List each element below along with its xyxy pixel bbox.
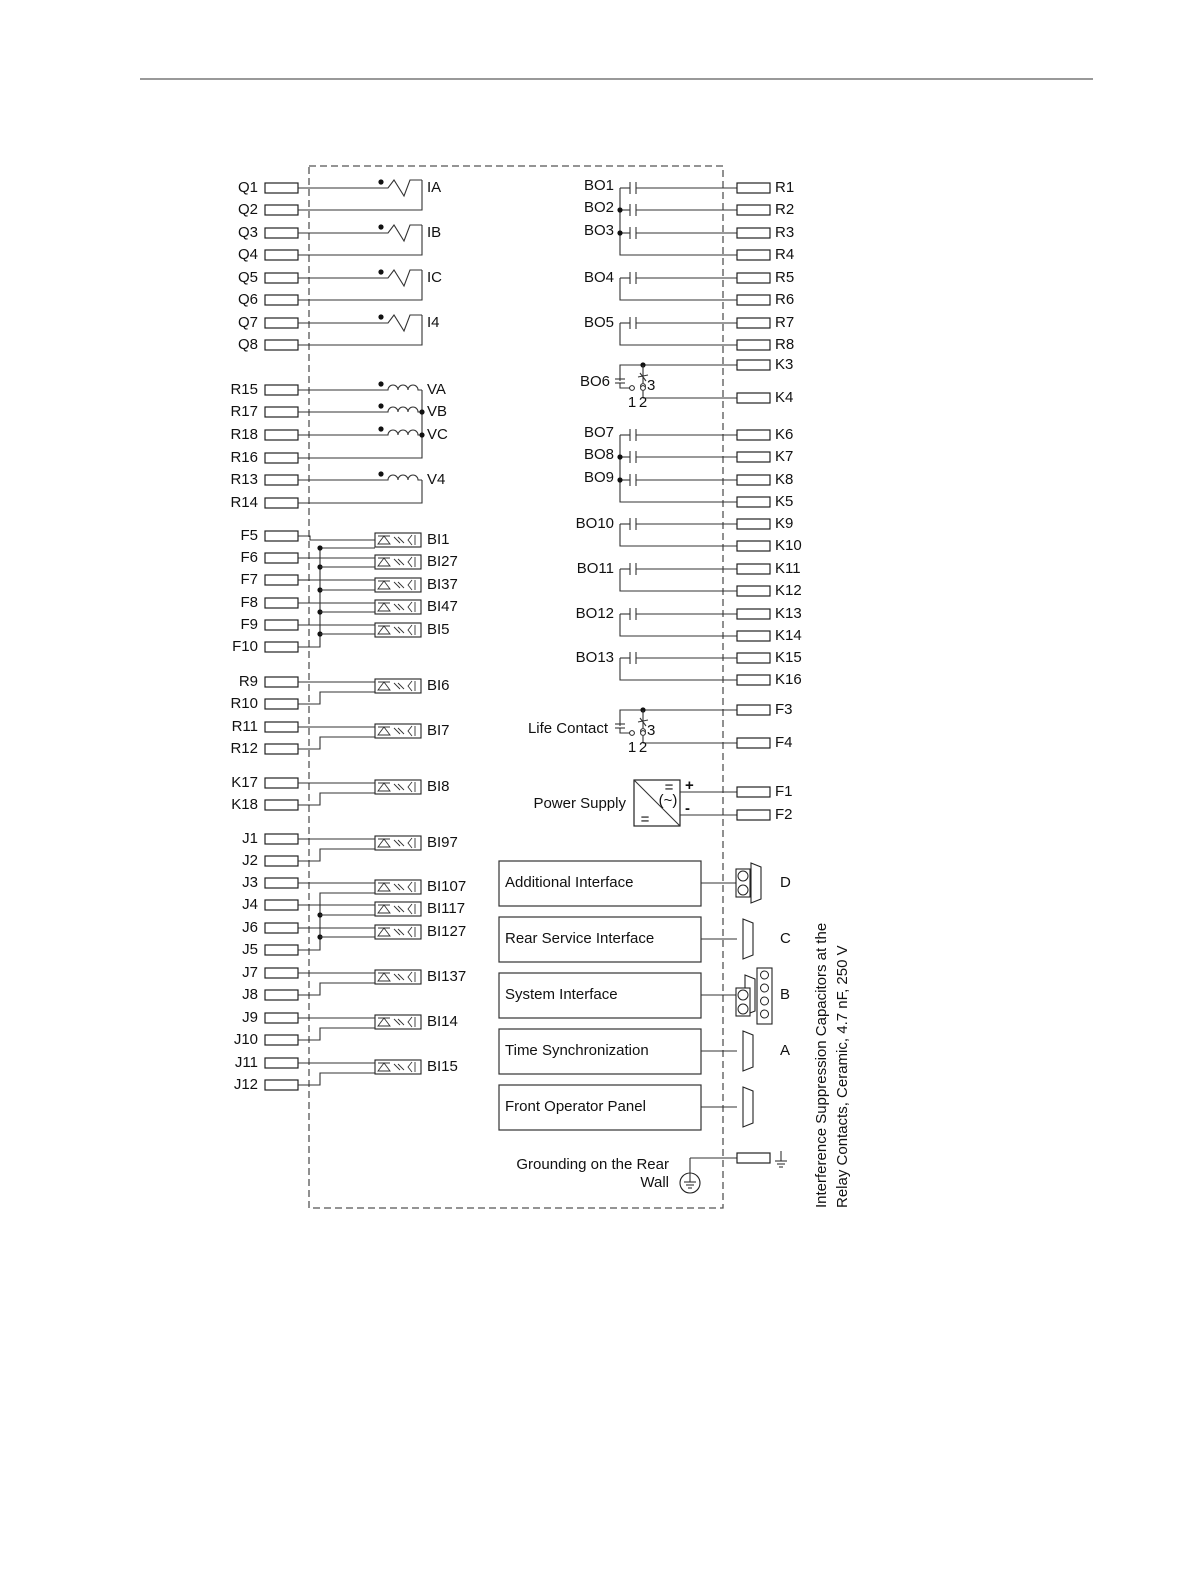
terminal-label: F6 xyxy=(240,548,258,566)
terminal-label: J6 xyxy=(242,918,258,936)
ps-minus: - xyxy=(685,799,690,817)
terminal-label: R15 xyxy=(230,380,258,398)
bi-label: BI107 xyxy=(427,877,467,895)
terminal-block xyxy=(265,598,298,608)
dsub-connector-icon xyxy=(743,1031,753,1071)
interface-box xyxy=(499,1085,701,1130)
bi-label: BI7 xyxy=(427,721,450,739)
terminal-block xyxy=(265,699,298,709)
port-letter: B xyxy=(780,985,791,1003)
terminal-block xyxy=(737,564,770,574)
bi-label: BI15 xyxy=(427,1057,458,1075)
optocoupler-icon xyxy=(375,925,421,939)
terminal-block xyxy=(265,295,298,305)
current-inputs xyxy=(238,179,442,353)
terminal-block xyxy=(265,778,298,788)
vt-coil xyxy=(298,407,422,412)
current-label: IC xyxy=(427,268,442,286)
terminal-block xyxy=(265,430,298,440)
terminal-label: K13 xyxy=(775,604,802,622)
junction-dot xyxy=(378,314,383,319)
pin-label: 3 xyxy=(647,721,656,739)
terminal-label: K16 xyxy=(775,670,802,688)
grounding-label-1: Grounding on the Rear xyxy=(516,1155,669,1173)
pin-label: 3 xyxy=(647,376,656,394)
terminal-label: J8 xyxy=(242,985,258,1003)
bo-label: BO10 xyxy=(575,514,614,532)
terminal-label: R5 xyxy=(775,268,795,286)
bi-label: BI6 xyxy=(427,676,450,694)
terminal-label: F7 xyxy=(240,570,258,588)
terminal-label: F10 xyxy=(232,637,258,655)
terminal-block xyxy=(265,531,298,541)
terminal-label: R8 xyxy=(775,335,795,353)
terminal-label: F9 xyxy=(240,615,258,633)
terminal-block xyxy=(737,705,770,715)
vt-coil xyxy=(298,385,422,390)
terminal-block xyxy=(737,340,770,350)
optocoupler-icon xyxy=(375,880,421,894)
terminal-label: K14 xyxy=(775,626,802,644)
terminal-block xyxy=(265,575,298,585)
terminal-block xyxy=(737,738,770,748)
terminal-label: K9 xyxy=(775,514,794,532)
terminal-block xyxy=(737,250,770,260)
junction-dot xyxy=(378,403,383,408)
vt-neutral xyxy=(298,390,422,458)
terminal-block xyxy=(737,318,770,328)
terminal-block xyxy=(265,834,298,844)
terminal-label: F1 xyxy=(775,782,793,800)
port-letter: D xyxy=(780,873,791,891)
terminal-block xyxy=(265,856,298,866)
terminal-block xyxy=(737,631,770,641)
bo-label: BO9 xyxy=(583,468,614,486)
bi-label: BI14 xyxy=(427,1012,458,1030)
bo-return xyxy=(620,278,737,300)
dsub-connector-icon xyxy=(751,863,761,903)
pin-label: 1 xyxy=(627,738,637,756)
rj45-connector-icon xyxy=(736,869,750,897)
current-label: IB xyxy=(427,223,442,241)
pin-label: 2 xyxy=(638,393,648,411)
terminal-label: J1 xyxy=(242,829,258,847)
terminal-label: K10 xyxy=(775,536,802,554)
terminal-block xyxy=(265,205,298,215)
terminal-block xyxy=(265,1058,298,1068)
pin-label: 2 xyxy=(638,738,648,756)
terminal-block xyxy=(265,273,298,283)
terminal-label: J12 xyxy=(233,1075,258,1093)
earth-icon xyxy=(775,1151,787,1167)
bo-label: BO7 xyxy=(583,423,614,441)
voltage-label: VC xyxy=(427,425,448,443)
fiber-connector-icon xyxy=(757,968,772,1024)
pin-circle xyxy=(641,386,646,391)
interface-box xyxy=(499,861,701,906)
terminal-label: K6 xyxy=(775,425,794,443)
ct-coil xyxy=(298,180,422,196)
communication-interfaces xyxy=(499,861,791,1130)
bo-common xyxy=(620,435,737,502)
life-contact-and-power-supply xyxy=(528,701,793,828)
junction-dot xyxy=(617,477,622,482)
pin-label: 1 xyxy=(627,393,637,411)
junction-dot xyxy=(617,230,622,235)
side-note-line1: Interference Suppression Capacitors at the xyxy=(813,922,830,1208)
terminal-label: R12 xyxy=(230,739,258,757)
terminal-label: F4 xyxy=(775,733,793,751)
port-letter: A xyxy=(780,1041,791,1059)
terminal-block xyxy=(265,453,298,463)
optocoupler-icon xyxy=(375,836,421,850)
terminal-block xyxy=(737,609,770,619)
terminal-label: K12 xyxy=(775,581,802,599)
grounding-label-2: Wall xyxy=(640,1173,669,1191)
terminal-block xyxy=(265,553,298,563)
co-top xyxy=(620,365,737,381)
terminal-block xyxy=(265,385,298,395)
terminal-block xyxy=(265,990,298,1000)
terminal-block xyxy=(737,475,770,485)
terminal-block xyxy=(737,360,770,370)
terminal-block xyxy=(737,1153,770,1163)
junction-dot xyxy=(378,224,383,229)
terminal-block xyxy=(265,878,298,888)
power-supply-icon xyxy=(634,779,680,828)
bo-label: BO12 xyxy=(575,604,614,622)
terminal-label: K18 xyxy=(231,795,258,813)
co-top xyxy=(620,710,737,726)
bi-label: BI97 xyxy=(427,833,458,851)
ct-coil xyxy=(298,225,422,241)
terminal-block xyxy=(265,968,298,978)
interface-label: Time Synchronization xyxy=(505,1041,649,1059)
interface-label: Front Operator Panel xyxy=(505,1097,646,1115)
terminal-label: K7 xyxy=(775,447,794,465)
junction-dot xyxy=(617,207,622,212)
terminal-label: F8 xyxy=(240,593,258,611)
terminal-block xyxy=(737,653,770,663)
bi-label: BI1 xyxy=(427,530,450,548)
terminal-label: R3 xyxy=(775,223,795,241)
life-contact-label: Life Contact xyxy=(527,719,608,737)
terminal-block xyxy=(265,250,298,260)
optocoupler-icon xyxy=(375,555,421,569)
terminal-label: J7 xyxy=(242,963,258,981)
optocoupler-icon xyxy=(375,1060,421,1074)
terminal-block xyxy=(265,183,298,193)
bi-label: BI8 xyxy=(427,777,450,795)
terminal-label: R2 xyxy=(775,200,795,218)
terminal-block xyxy=(265,318,298,328)
terminal-label: R1 xyxy=(775,178,795,196)
bo-label: BO2 xyxy=(583,198,614,216)
bo-label: BO11 xyxy=(576,559,614,577)
junction-dot xyxy=(378,381,383,386)
bo-label: BO8 xyxy=(583,445,614,463)
terminal-label: Q7 xyxy=(237,313,258,331)
bo-return xyxy=(620,614,737,636)
terminal-label: K15 xyxy=(775,648,802,666)
terminal-block xyxy=(737,787,770,797)
terminal-block xyxy=(265,900,298,910)
terminal-label: Q3 xyxy=(237,223,258,241)
dsub-connector-icon xyxy=(743,1087,753,1127)
terminal-block xyxy=(737,228,770,238)
power-supply-label: Power Supply xyxy=(533,794,626,812)
terminal-block xyxy=(265,1035,298,1045)
terminal-label: J2 xyxy=(242,851,258,869)
terminal-label: Q2 xyxy=(237,200,258,218)
bo-common xyxy=(620,188,737,255)
bi-label: BI127 xyxy=(427,922,467,940)
terminal-label: F5 xyxy=(240,526,258,544)
terminal-block xyxy=(737,430,770,440)
optocoupler-icon xyxy=(375,679,421,693)
bo-label: BO1 xyxy=(583,176,614,194)
terminal-block xyxy=(265,407,298,417)
terminal-block xyxy=(265,642,298,652)
optocoupler-icon xyxy=(375,600,421,614)
bi-label: BI37 xyxy=(427,575,458,593)
terminal-block xyxy=(737,183,770,193)
terminal-block xyxy=(265,228,298,238)
voltage-label: VA xyxy=(427,380,446,398)
terminal-label: K3 xyxy=(775,355,794,373)
ct-coil xyxy=(298,315,422,331)
junction-dot xyxy=(378,269,383,274)
terminal-block xyxy=(265,1013,298,1023)
current-label: IA xyxy=(427,178,442,196)
terminal-label: J4 xyxy=(242,895,258,913)
terminal-label: K11 xyxy=(775,559,801,577)
binary-inputs xyxy=(230,527,466,1093)
terminal-block xyxy=(737,273,770,283)
junction-dot xyxy=(317,545,322,550)
side-note-line2: Relay Contacts, Ceramic, 4.7 nF, 250 V xyxy=(834,945,851,1208)
bo-return xyxy=(620,524,737,546)
bi-label: BI137 xyxy=(427,967,467,985)
interface-label: Rear Service Interface xyxy=(505,929,655,947)
terminal-block xyxy=(265,722,298,732)
terminal-label: R10 xyxy=(230,694,258,712)
terminal-block xyxy=(737,541,770,551)
terminal-label: R17 xyxy=(230,402,258,420)
terminal-block xyxy=(737,452,770,462)
terminal-label: Q5 xyxy=(237,268,258,286)
terminal-block xyxy=(737,205,770,215)
interface-label: System Interface xyxy=(505,985,618,1003)
terminal-block xyxy=(737,295,770,305)
terminal-label: Q8 xyxy=(237,335,258,353)
terminal-label: Q4 xyxy=(237,245,258,263)
terminal-label: Q6 xyxy=(237,290,258,308)
terminal-label: R9 xyxy=(238,672,258,690)
terminal-label: J9 xyxy=(242,1008,258,1026)
pin-circle xyxy=(630,386,635,391)
terminal-label: K5 xyxy=(775,492,794,510)
optocoupler-icon xyxy=(375,724,421,738)
binary-outputs xyxy=(576,177,802,688)
bo-return xyxy=(620,323,737,345)
terminal-block xyxy=(265,677,298,687)
ps-dc-top: = xyxy=(664,778,674,796)
bi-label: BI47 xyxy=(427,597,458,615)
optocoupler-icon xyxy=(375,780,421,794)
terminal-block xyxy=(265,475,298,485)
voltage-inputs xyxy=(230,381,448,511)
terminal-block xyxy=(737,586,770,596)
terminal-label: J10 xyxy=(233,1030,258,1048)
terminal-label: R16 xyxy=(230,448,258,466)
vt4-return xyxy=(298,480,422,503)
bi-label: BI5 xyxy=(427,620,450,638)
vt-coil xyxy=(298,475,422,480)
pin-circle xyxy=(630,731,635,736)
junction-dot xyxy=(378,179,383,184)
junction-dot xyxy=(378,471,383,476)
pin-circle xyxy=(641,731,646,736)
optocoupler-icon xyxy=(375,1015,421,1029)
terminal-label: K4 xyxy=(775,388,794,406)
voltage-label: VB xyxy=(427,402,448,420)
wire xyxy=(298,536,375,540)
junction-dot xyxy=(378,426,383,431)
ps-dc-bottom: = xyxy=(640,810,650,828)
optocoupler-icon xyxy=(375,533,421,547)
vt-coil xyxy=(298,430,422,435)
terminal-block xyxy=(265,744,298,754)
rj45-connector-icon xyxy=(736,988,750,1016)
junction-dot xyxy=(419,409,424,414)
terminal-label: J11 xyxy=(234,1053,258,1071)
grounding xyxy=(516,1151,787,1193)
terminal-block xyxy=(265,800,298,810)
bo-return xyxy=(620,569,737,591)
ground-icon xyxy=(680,1158,700,1193)
terminal-label: F3 xyxy=(775,700,793,718)
optocoupler-icon xyxy=(375,578,421,592)
terminal-block xyxy=(737,519,770,529)
terminal-label: R11 xyxy=(231,717,258,735)
terminal-label: J3 xyxy=(242,873,258,891)
terminal-label: R7 xyxy=(775,313,795,331)
terminal-label: R4 xyxy=(775,245,795,263)
terminal-block xyxy=(737,497,770,507)
terminal-label: F2 xyxy=(775,805,793,823)
ps-ac: (~) xyxy=(658,791,678,809)
dsub-connector-icon xyxy=(743,919,753,959)
current-label: I4 xyxy=(427,313,440,331)
bo-label: BO3 xyxy=(583,221,614,239)
terminal-block xyxy=(265,923,298,933)
interface-label: Additional Interface xyxy=(505,873,634,891)
bo-label: BO13 xyxy=(575,648,614,666)
port-letter: C xyxy=(780,929,791,947)
interface-box xyxy=(499,917,701,962)
terminal-block xyxy=(265,1080,298,1090)
terminal-label: K17 xyxy=(231,773,258,791)
interface-box xyxy=(499,1029,701,1074)
optocoupler-icon xyxy=(375,902,421,916)
terminal-label: R6 xyxy=(775,290,795,308)
ps-plus: + xyxy=(685,776,694,794)
bo-label: BO6 xyxy=(579,372,610,390)
terminal-block xyxy=(265,945,298,955)
terminal-label: R18 xyxy=(230,425,258,443)
interface-box xyxy=(499,973,701,1018)
junction-dot xyxy=(419,432,424,437)
terminal-block xyxy=(737,393,770,403)
terminal-block xyxy=(737,675,770,685)
optocoupler-icon xyxy=(375,623,421,637)
terminal-label: R13 xyxy=(230,470,258,488)
junction-dot xyxy=(617,454,622,459)
bi-label: BI117 xyxy=(427,899,466,917)
voltage-label: V4 xyxy=(427,470,446,488)
terminal-label: Q1 xyxy=(237,178,258,196)
terminal-label: K8 xyxy=(775,470,794,488)
bo-label: BO4 xyxy=(583,268,614,286)
optocoupler-icon xyxy=(375,970,421,984)
terminal-block xyxy=(265,620,298,630)
bo-return xyxy=(620,658,737,680)
bi-label: BI27 xyxy=(427,552,458,570)
ct-coil xyxy=(298,270,422,286)
terminal-block xyxy=(265,498,298,508)
terminal-block xyxy=(737,810,770,820)
terminal-label: J5 xyxy=(242,940,258,958)
terminal-block xyxy=(265,340,298,350)
bo-label: BO5 xyxy=(583,313,614,331)
terminal-label: R14 xyxy=(230,493,258,511)
